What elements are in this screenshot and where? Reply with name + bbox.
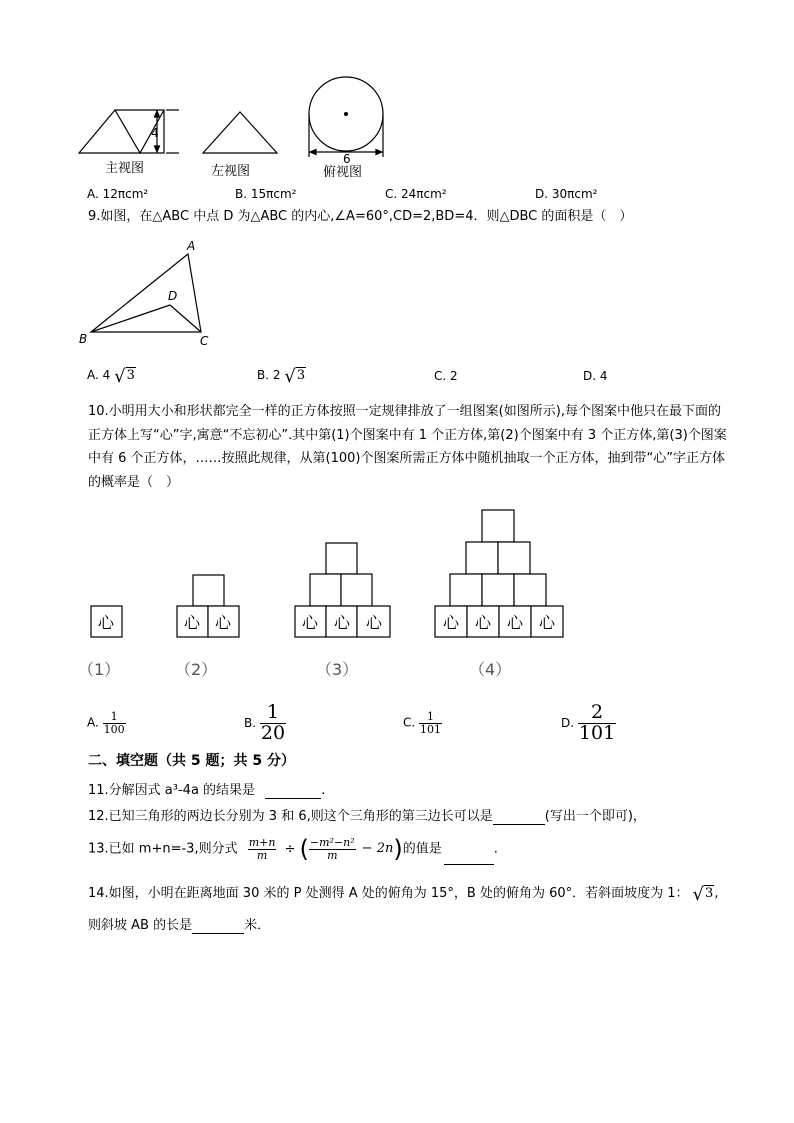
vertex-d-label: D [168, 289, 178, 303]
pattern-label-4: （4） [469, 660, 512, 679]
heart-char-4-2: 心 [475, 613, 492, 632]
q9-option-d[interactable]: D. 4 [583, 369, 608, 383]
q14-text-1: 14.如图，小明在距离地面 30 米的 P 处测得 A 处的俯角为 15°，B 处的俯角为 60°．若斜面坡度为 1： [88, 886, 689, 901]
fraction-denominator: 20 [260, 721, 286, 744]
section-heading: 二、填空题（共 5 题；共 5 分） [88, 753, 295, 769]
q14-line-1 [88, 884, 718, 905]
side-view-label: 左视图 [211, 164, 251, 179]
fraction-denominator: 100 [103, 722, 125, 736]
front-view-label: 主视图 [105, 161, 145, 176]
q11-stem: 11.分解因式 a³-4a 的结果是 [88, 783, 256, 798]
right-paren: ) [393, 835, 403, 863]
q12-end: (写出一个即可)， [544, 809, 646, 824]
q11-answer-blank[interactable] [265, 785, 321, 799]
q13-suffix: 的值是 [402, 841, 442, 857]
fraction-numerator: −m²−n² [309, 835, 355, 849]
q13-prefix: 13.已如 m+n=-3,则分式 [88, 841, 238, 857]
vertex-a-label: A [187, 239, 196, 253]
q9-option-a-prefix: A. 4 [87, 368, 111, 382]
q12-answer-blank[interactable] [493, 811, 545, 825]
q13-minus-term: − 2n [361, 841, 394, 856]
q14-line-1-end: , [714, 886, 719, 901]
diameter-dimension-label: 6 [343, 152, 351, 166]
height-dimension-label: 4 [151, 126, 159, 140]
q8-option-a[interactable]: A. 12πcm² [87, 187, 149, 201]
q10-option-d-prefix: D. [561, 715, 575, 730]
fraction-numerator: m+n [248, 835, 276, 849]
q10-option-c[interactable] [403, 711, 442, 735]
sqrt-expression: √3 [692, 884, 714, 905]
q10-stem: 10.小明用大小和形状都完全一样的正方体按照一定规律排放了一组图案(如图所示),每个图案中他只在最下面的正方体上写“心”字,寓意“不忘初心”.其中第(1)个图案中有 1 个正方体,第(2)个图案中有 3 个正方体,第(3)个图案中有 6 个正方体，……按照此规律，从第(100)个图案所需正方体中随机抽取一个正方体，抽到带“心”字正方体的概率是（ ） [88, 404, 727, 490]
fraction-denominator: m [256, 848, 268, 862]
q9-option-c[interactable]: C. 2 [434, 369, 458, 383]
heart-char-2-1: 心 [184, 613, 201, 632]
left-paren: ( [299, 835, 309, 863]
vertex-b-label: B [79, 332, 88, 346]
q10-option-d[interactable] [561, 703, 616, 744]
fraction-numerator: 2 [578, 703, 616, 724]
q8-option-b[interactable]: B. 15πcm² [235, 187, 297, 201]
heart-char-3-1: 心 [302, 613, 319, 632]
sqrt-radicand: 3 [705, 886, 714, 901]
pattern-label-2: （2） [175, 660, 218, 679]
fraction-denominator: m [327, 848, 338, 862]
fraction-numerator: 1 [260, 703, 286, 724]
sqrt-radicand: 3 [126, 368, 135, 383]
q14-answer-blank[interactable] [192, 920, 244, 934]
fraction-numerator: 1 [103, 711, 126, 724]
pattern-label-1: （1） [78, 660, 121, 679]
q14-text-2: 则斜坡 AB 的长是 [88, 918, 193, 933]
heart-char-1-1: 心 [98, 613, 115, 632]
q12-line [88, 808, 728, 825]
fraction-denominator: 101 [420, 722, 442, 736]
q11-line [88, 782, 728, 799]
heart-char-4-4: 心 [539, 613, 556, 632]
fraction [103, 711, 126, 735]
q10-option-a[interactable] [87, 711, 126, 735]
q10-option-c-prefix: C. [403, 715, 416, 730]
heart-char-3-3: 心 [366, 613, 383, 632]
q9-stem: 9.如图，在△ABC 中点 D 为△ABC 的内心,∠A=60°,CD=2,BD=4．则△DBC 的面积是（ ） [88, 209, 633, 224]
q14-line-2 [88, 917, 728, 934]
fraction [419, 711, 442, 735]
pattern-label-3: （3） [316, 660, 359, 679]
fraction [309, 837, 356, 861]
q13-end: . [493, 841, 498, 857]
sqrt-expression: √3 [114, 366, 135, 387]
q11-end: . [321, 783, 326, 798]
q12-stem: 12.已知三角形的两边长分别为 3 和 6,则这个三角形的第三边长可以是 [88, 809, 493, 824]
q10-option-a-prefix: A. [87, 715, 99, 730]
fraction [248, 837, 277, 861]
heart-char-4-1: 心 [443, 613, 460, 632]
heart-char-4-3: 心 [507, 613, 524, 632]
q13-answer-blank[interactable] [444, 851, 494, 865]
top-view-label: 俯视图 [323, 165, 363, 180]
q8-option-c[interactable]: C. 24πcm² [385, 187, 447, 201]
q13-line [88, 834, 498, 865]
fraction-numerator: 1 [419, 711, 442, 724]
heart-char-2-2: 心 [215, 613, 232, 632]
heart-char-3-2: 心 [334, 613, 351, 632]
q10-option-b-prefix: B. [244, 715, 257, 730]
vertex-c-label: C [200, 334, 209, 348]
fraction-denominator: 101 [578, 721, 616, 744]
fraction [260, 703, 286, 744]
q9-option-b-prefix: B. 2 [257, 368, 281, 382]
q14-line-2-end: 米． [244, 918, 271, 933]
q8-option-d[interactable]: D. 30πcm² [535, 187, 598, 201]
sqrt-expression: √3 [284, 366, 306, 387]
q10-option-b[interactable] [244, 703, 286, 744]
q13-divide-sign: ÷ [284, 841, 296, 857]
sqrt-radicand: 3 [296, 368, 306, 383]
fraction [578, 703, 616, 744]
